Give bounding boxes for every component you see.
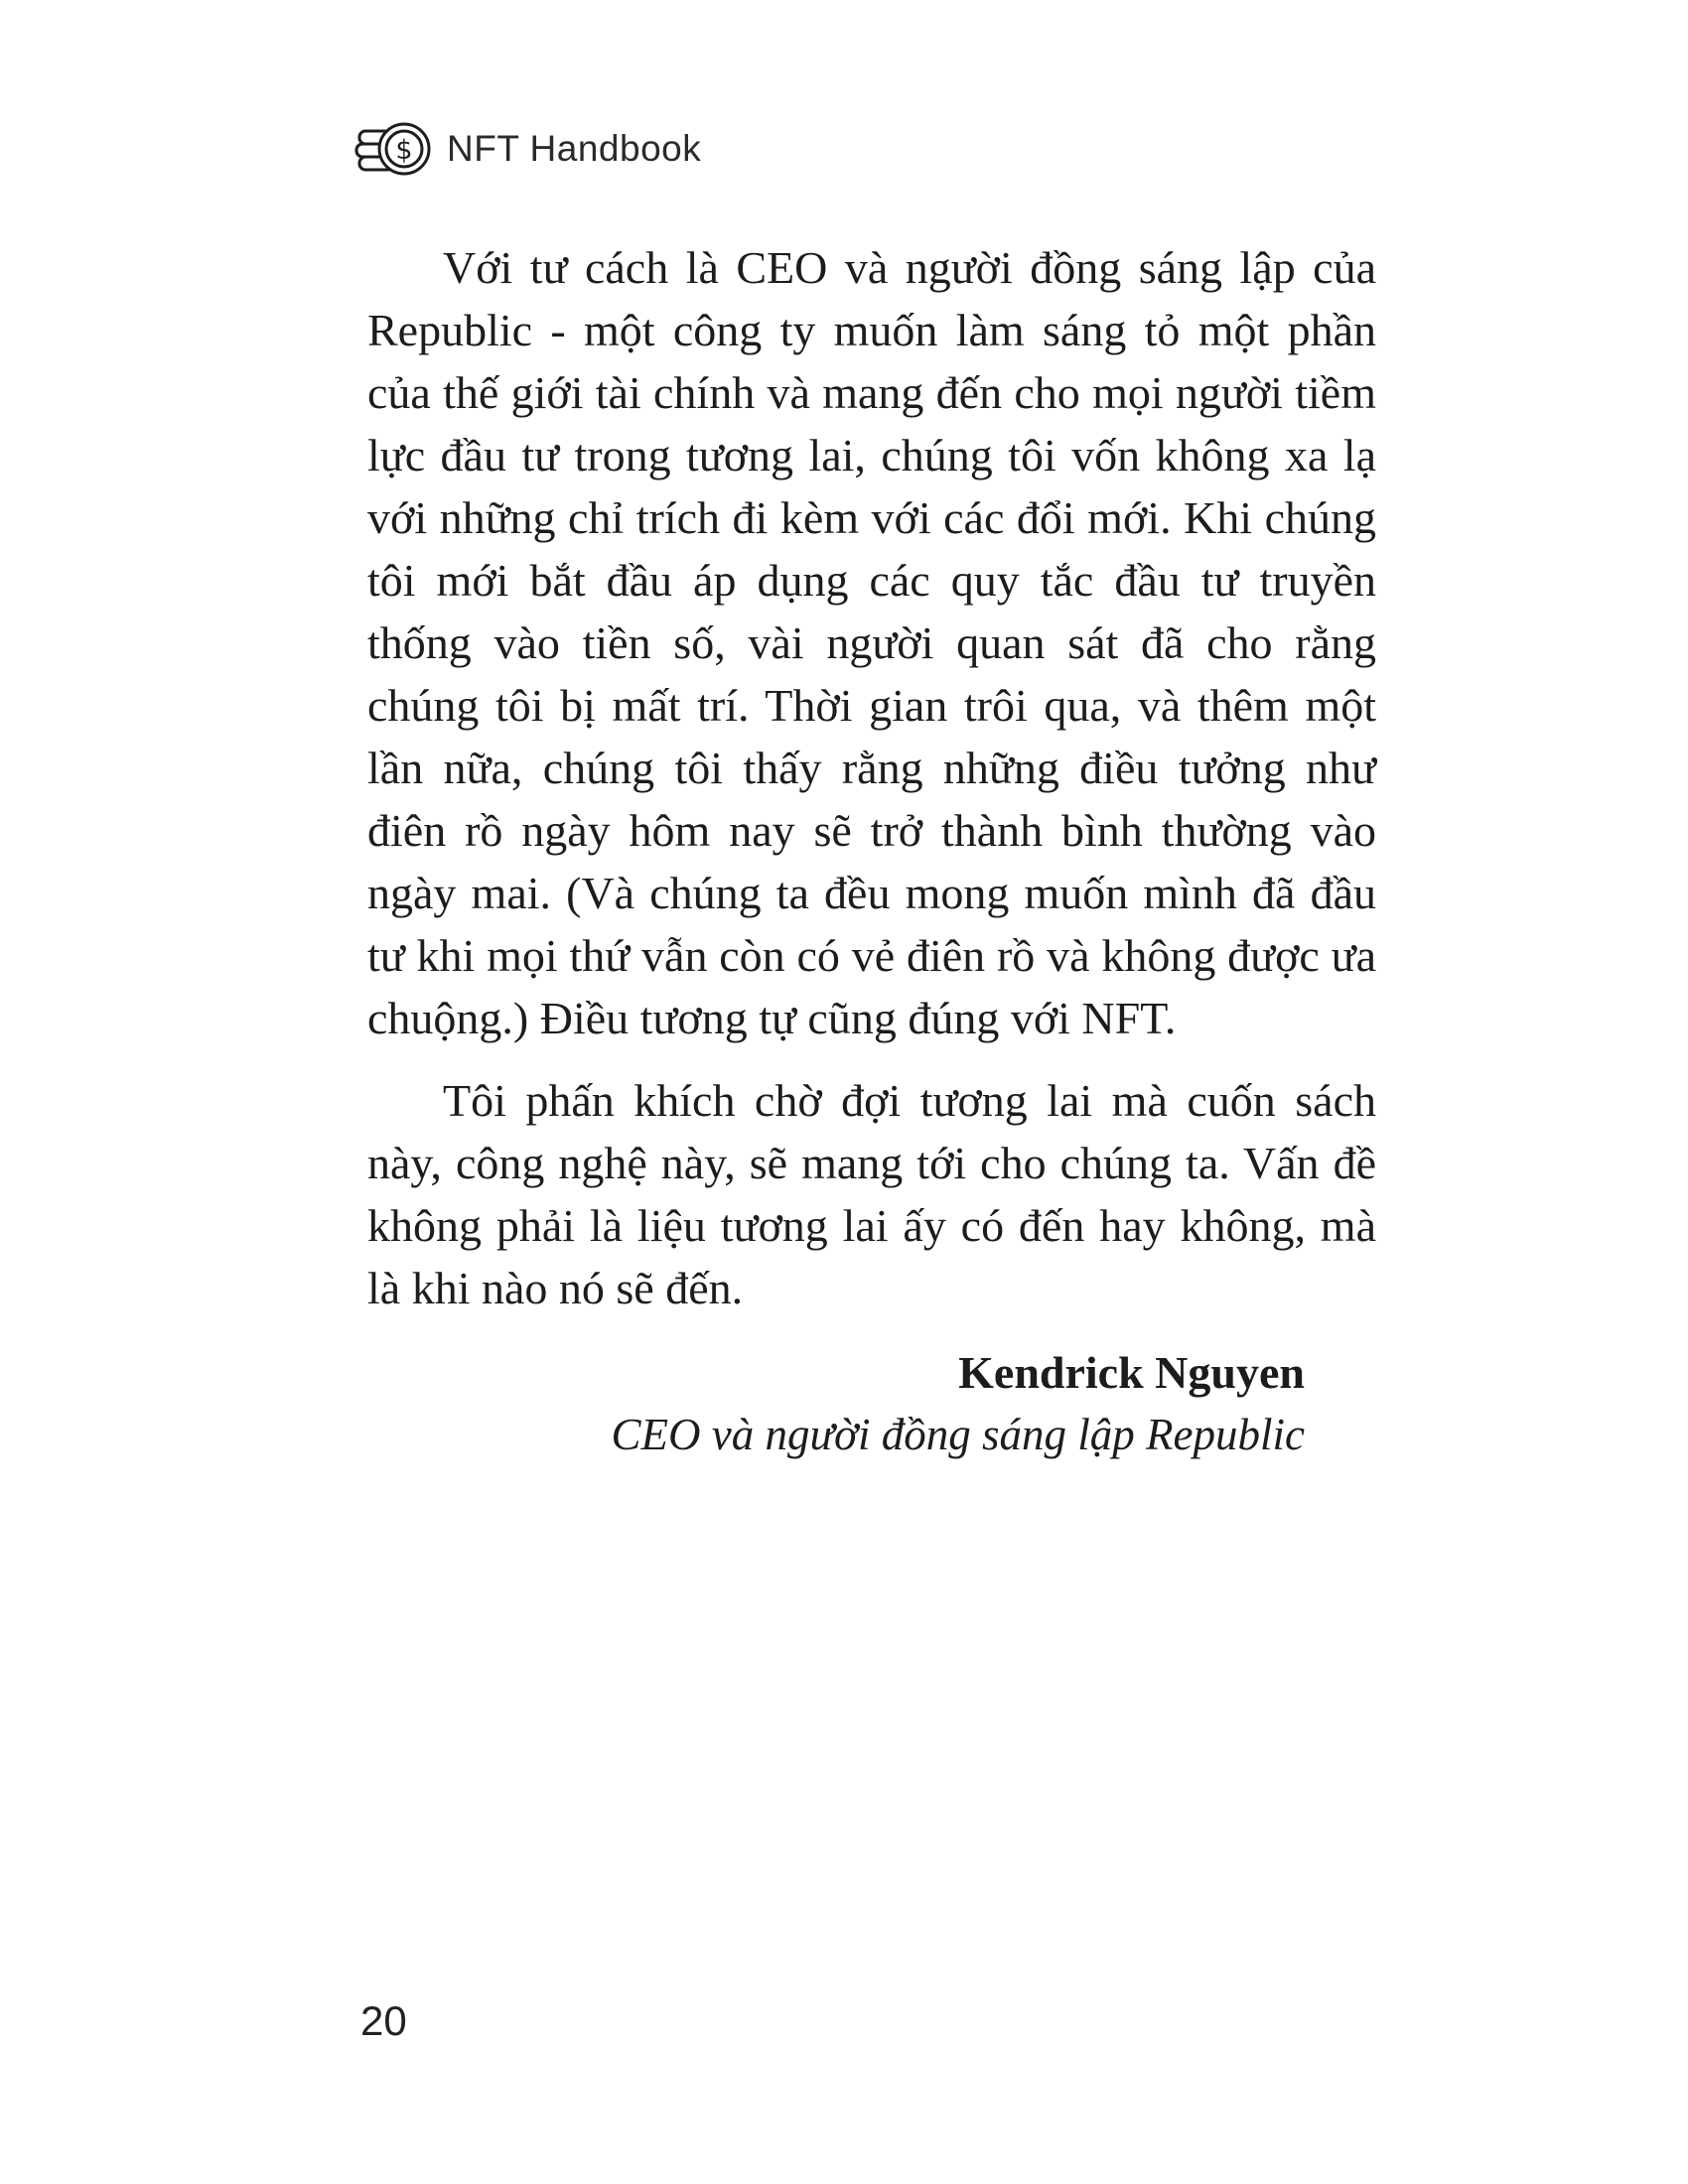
page-number: 20 [360,1997,407,2044]
page-body [367,236,1376,1466]
body-paragraph-2: Tôi phấn khích chờ đợi tương lai mà cuốn sách này, công nghệ này, sẽ mang tới cho chúng ta. Vấn đề không phải là liệu tương lai ấy có đến hay không, mà là khi nào nó sẽ đến. [367,1075,1376,1313]
dollar-symbol: $ [395,135,413,166]
signature-block [367,1341,1376,1466]
signature-title: CEO và người đồng sáng lập Republic [611,1410,1305,1459]
body-paragraph-1: Với tư cách là CEO và người đồng sáng lập của Republic - một công ty muốn làm sáng tỏ một phần của thế giới tài chính và mang đến cho mọi người tiềm lực đầu tư trong tương lai, chúng tôi vốn không xa lạ với những chỉ trích đi kèm với các đổi mới. Khi chúng tôi mới bắt đầu áp dụng các quy tắc đầu tư truyền thống vào tiền số, vài người quan sát đã cho rằng chúng tôi bị mất trí. Thời gian trôi qua, và thêm một lần nữa, chúng tôi thấy rằng những điều tưởng như điên rồ ngày hôm nay sẽ trở thành bình thường vào ngày mai. (Và chúng ta đều mong muốn mình đã đầu tư khi mọi thứ vẫn còn có vẻ điên rồ và không được ưa chuộng.) Điều tương tự cũng đúng với NFT. [367,242,1376,1043]
page-header [352,121,701,177]
coins-icon [352,121,431,177]
brand-title: NFT Handbook [447,128,702,169]
signature-name: Kendrick Nguyen [958,1347,1305,1398]
